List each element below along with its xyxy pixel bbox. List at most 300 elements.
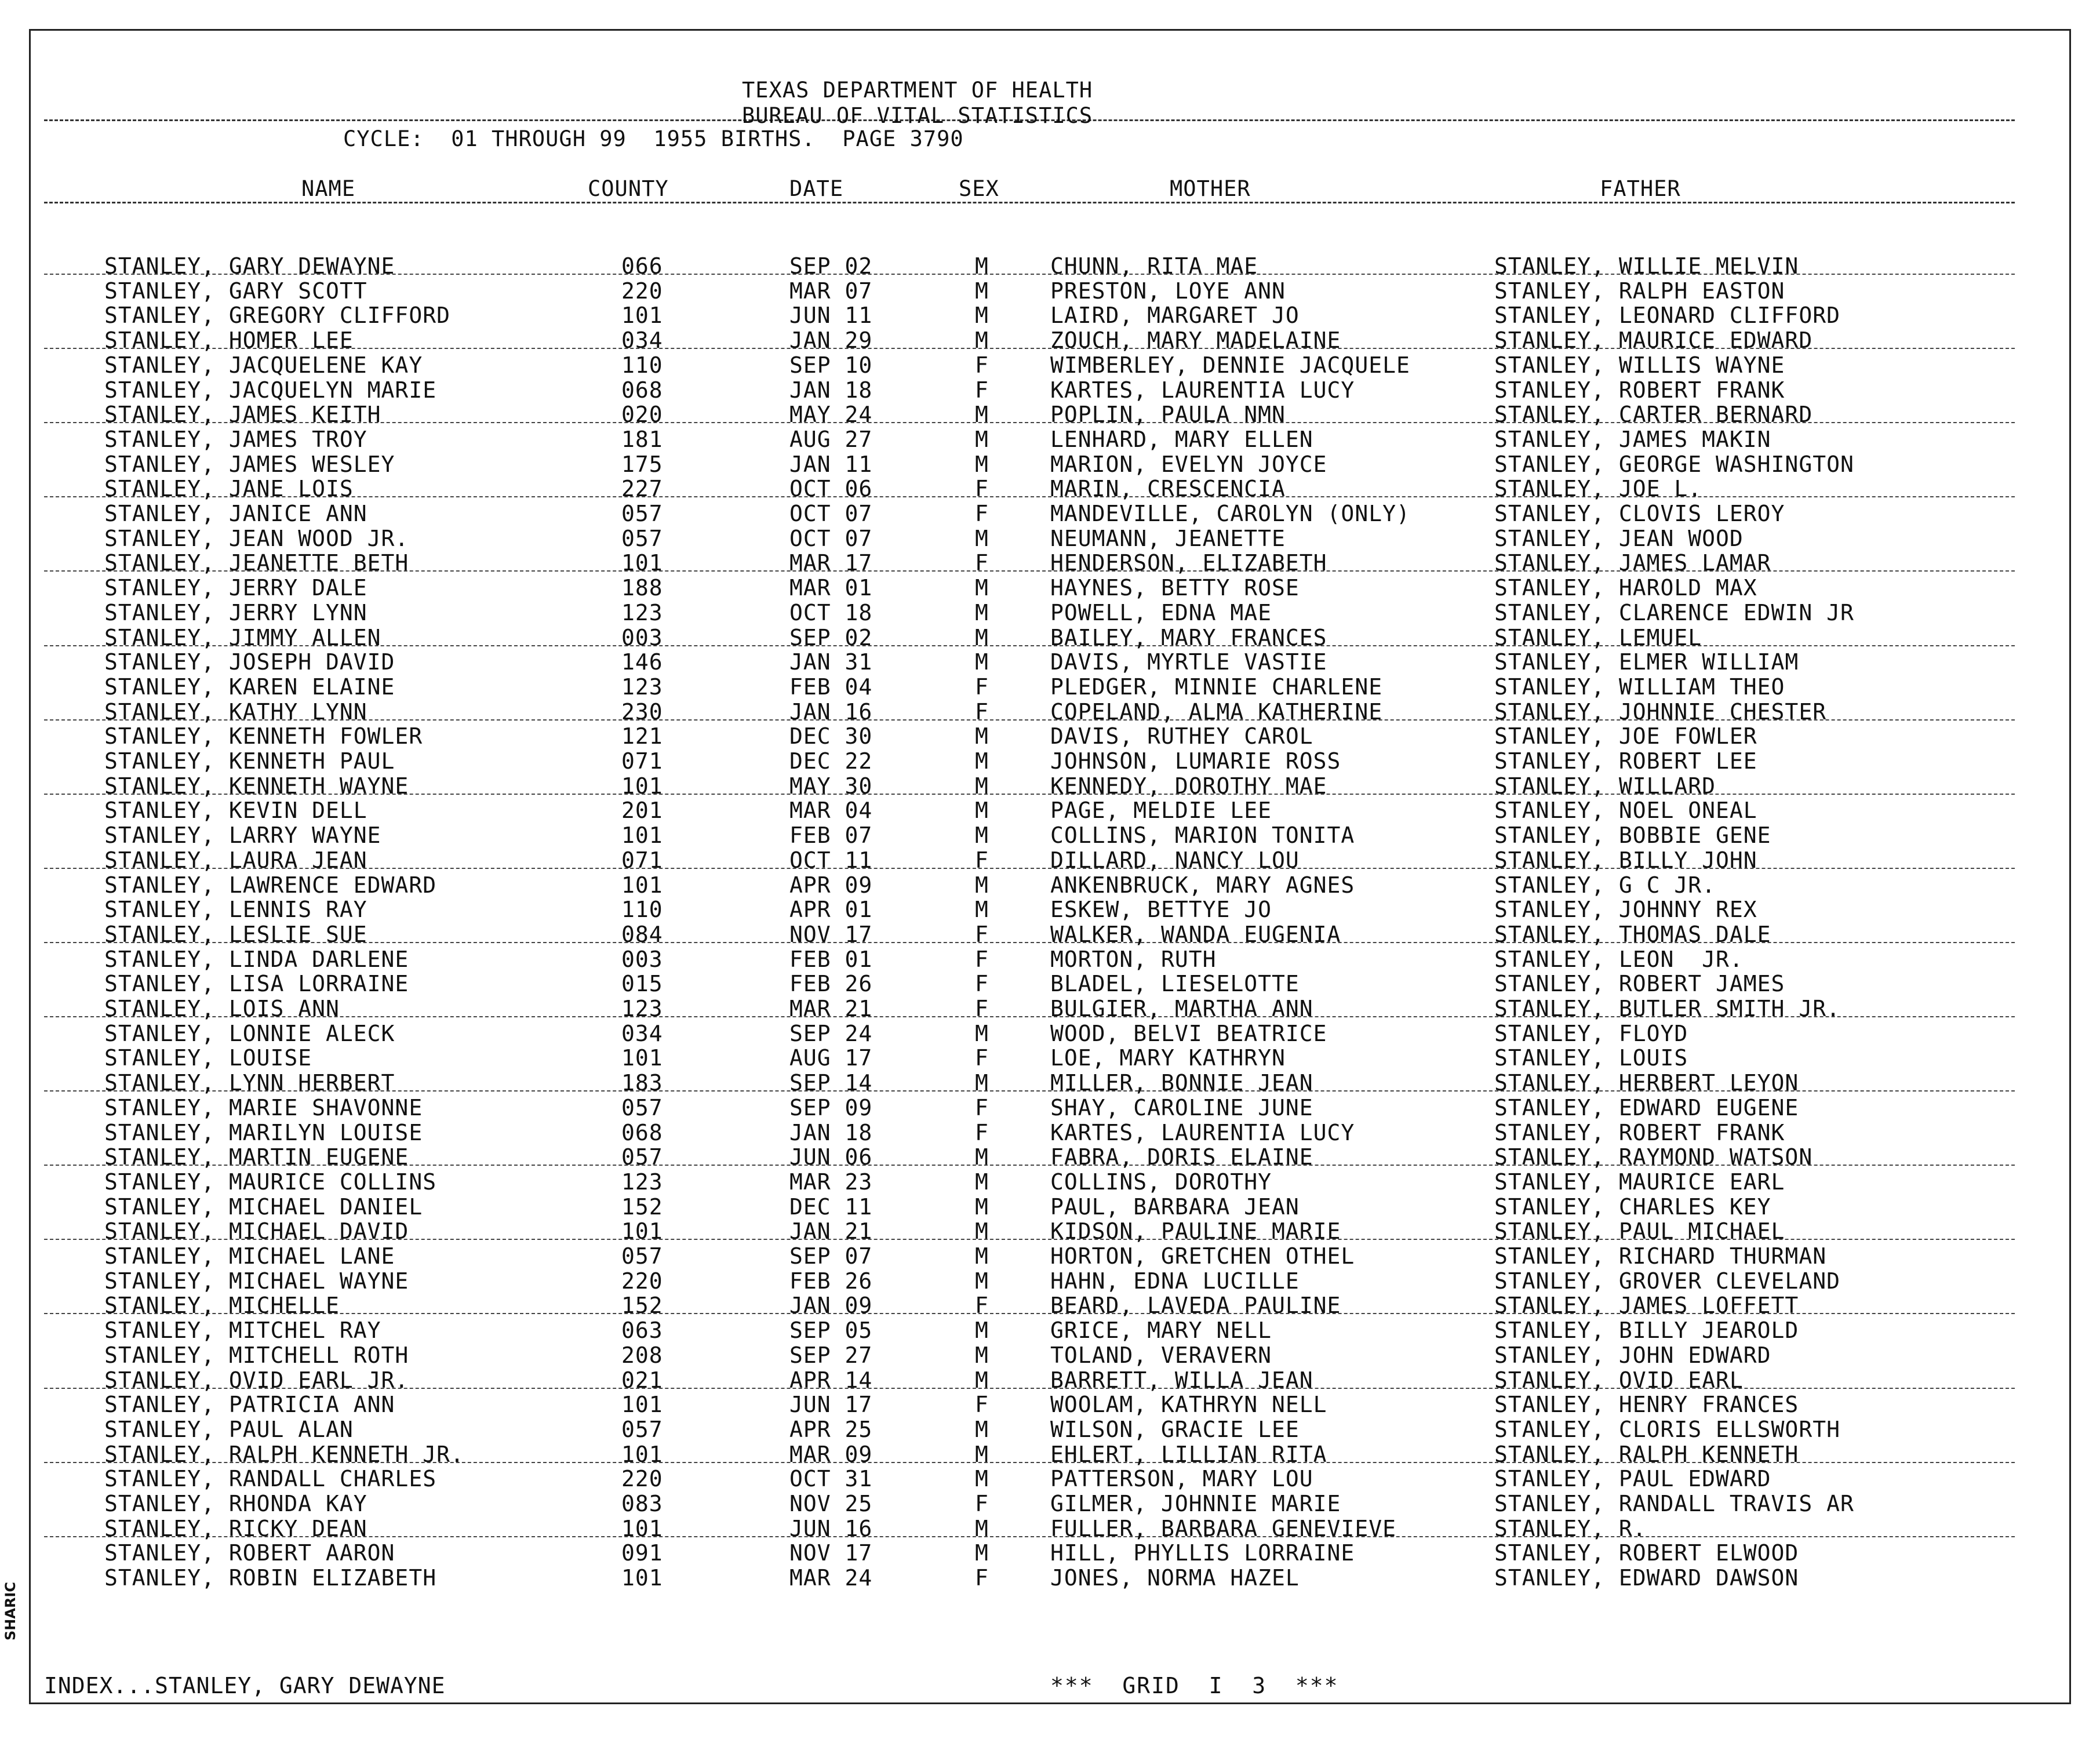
cell-sex: F (975, 674, 989, 700)
cell-mother: HILL, PHYLLIS LORRAINE (1050, 1540, 1355, 1566)
cell-mother: NEUMANN, JEANETTE (1050, 526, 1286, 551)
cell-name: STANLEY, KEVIN DELL (104, 798, 367, 823)
table-row (0, 1293, 2100, 1318)
cell-date: SEP 02 (789, 625, 873, 650)
cell-father: STANLEY, RALPH KENNETH (1494, 1442, 1799, 1467)
cell-county: 188 (621, 575, 663, 601)
cell-sex: F (975, 352, 989, 378)
cell-county: 227 (621, 476, 663, 501)
cell-date: JUN 16 (789, 1516, 873, 1541)
cell-father: STANLEY, EDWARD EUGENE (1494, 1095, 1799, 1120)
cell-date: OCT 07 (789, 526, 873, 551)
table-row (0, 1566, 2100, 1591)
table-row (0, 873, 2100, 898)
cell-county: 084 (621, 922, 663, 947)
cell-county: 146 (621, 649, 663, 675)
cell-county: 034 (621, 1021, 663, 1046)
cell-date: NOV 17 (789, 1540, 873, 1566)
cell-father: STANLEY, WILLIE MELVIN (1494, 253, 1799, 279)
table-row (0, 1096, 2100, 1120)
cell-county: 220 (621, 278, 663, 304)
cell-sex: F (975, 377, 989, 403)
cell-mother: BLADEL, LIESELOTTE (1050, 971, 1300, 996)
cell-name: STANLEY, MICHAEL DAVID (104, 1218, 409, 1244)
cell-name: STANLEY, JAMES TROY (104, 427, 367, 452)
table-row (0, 452, 2100, 477)
cell-name: STANLEY, JAMES WESLEY (104, 452, 395, 477)
footer-grid-label: *** GRID I 3 *** (1050, 1673, 1339, 1698)
cell-sex: F (975, 971, 989, 996)
cell-mother: HAHN, EDNA LUCILLE (1050, 1268, 1300, 1294)
cell-county: 230 (621, 699, 663, 725)
cell-father: STANLEY, WILLIAM THEO (1494, 674, 1785, 700)
cell-father: STANLEY, NOEL ONEAL (1494, 798, 1757, 823)
cell-date: APR 09 (789, 872, 873, 898)
cell-sex: M (975, 1268, 989, 1294)
table-row (0, 303, 2100, 328)
cell-mother: DAVIS, MYRTLE VASTIE (1050, 649, 1327, 675)
cell-sex: M (975, 402, 989, 427)
cell-sex: M (975, 253, 989, 279)
cell-mother: BULGIER, MARTHA ANN (1050, 996, 1313, 1021)
cell-mother: PRESTON, LOYE ANN (1050, 278, 1286, 304)
cell-name: STANLEY, MICHAEL DANIEL (104, 1194, 423, 1220)
cell-county: 003 (621, 947, 663, 972)
cell-sex: M (975, 1243, 989, 1269)
cell-date: MAR 04 (789, 798, 873, 823)
cell-county: 110 (621, 352, 663, 378)
cell-father: STANLEY, BUTLER SMITH JR. (1494, 996, 1840, 1021)
cell-name: STANLEY, LAWRENCE EDWARD (104, 872, 437, 898)
cell-name: STANLEY, MARIE SHAVONNE (104, 1095, 423, 1120)
cell-sex: F (975, 947, 989, 972)
cell-sex: M (975, 773, 989, 799)
cell-mother: KIDSON, PAULINE MARIE (1050, 1218, 1341, 1244)
cell-mother: PATTERSON, MARY LOU (1050, 1466, 1313, 1491)
cell-name: STANLEY, JIMMY ALLEN (104, 625, 381, 650)
table-row (0, 601, 2100, 625)
cell-county: 101 (621, 1516, 663, 1541)
table-row (0, 1467, 2100, 1491)
cell-date: APR 14 (789, 1367, 873, 1393)
cell-father: STANLEY, PAUL MICHAEL (1494, 1218, 1785, 1244)
cell-mother: DILLARD, NANCY LOU (1050, 847, 1300, 873)
cell-name: STANLEY, KENNETH FOWLER (104, 723, 423, 749)
cell-county: 123 (621, 1169, 663, 1195)
cell-name: STANLEY, RANDALL CHARLES (104, 1466, 437, 1491)
table-row (0, 378, 2100, 403)
cell-name: STANLEY, JANICE ANN (104, 501, 367, 526)
cell-mother: MARIN, CRESCENCIA (1050, 476, 1286, 501)
cell-father: STANLEY, CARTER BERNARD (1494, 402, 1813, 427)
cell-county: 057 (621, 1095, 663, 1120)
cell-sex: M (975, 1442, 989, 1467)
cell-name: STANLEY, JEANETTE BETH (104, 550, 409, 576)
cell-county: 101 (621, 823, 663, 848)
cell-sex: M (975, 1021, 989, 1046)
cell-county: 123 (621, 674, 663, 700)
cell-sex: M (975, 1343, 989, 1368)
table-row (0, 724, 2100, 749)
cell-name: STANLEY, HOMER LEE (104, 328, 354, 353)
cell-name: STANLEY, LYNN HERBERT (104, 1070, 395, 1096)
cell-county: 183 (621, 1070, 663, 1096)
column-header-county: COUNTY (588, 176, 669, 201)
cell-father: STANLEY, PAUL EDWARD (1494, 1466, 1771, 1491)
cell-county: 152 (621, 1293, 663, 1318)
cell-county: 110 (621, 897, 663, 922)
cell-date: OCT 11 (789, 847, 873, 873)
cell-date: FEB 04 (789, 674, 873, 700)
cell-name: STANLEY, LENNIS RAY (104, 897, 367, 922)
table-row (0, 774, 2100, 799)
cell-father: STANLEY, FLOYD (1494, 1021, 1688, 1046)
cell-county: 071 (621, 748, 663, 774)
cell-father: STANLEY, ROBERT FRANK (1494, 1120, 1785, 1145)
cell-sex: F (975, 550, 989, 576)
table-row (0, 328, 2100, 353)
table-row (0, 1195, 2100, 1220)
cell-county: 123 (621, 600, 663, 625)
cell-mother: LAIRD, MARGARET JO (1050, 303, 1300, 328)
cell-name: STANLEY, PATRICIA ANN (104, 1392, 395, 1417)
cell-date: AUG 27 (789, 427, 873, 452)
cell-mother: KARTES, LAURENTIA LUCY (1050, 377, 1355, 403)
cell-father: STANLEY, JOHNNIE CHESTER (1494, 699, 1827, 725)
cell-date: JUN 06 (789, 1144, 873, 1170)
cell-date: FEB 26 (789, 1268, 873, 1294)
table-row (0, 526, 2100, 551)
cell-sex: F (975, 476, 989, 501)
cell-name: STANLEY, GREGORY CLIFFORD (104, 303, 450, 328)
cell-name: STANLEY, PAUL ALAN (104, 1417, 354, 1442)
cell-date: DEC 30 (789, 723, 873, 749)
cell-name: STANLEY, GARY SCOTT (104, 278, 367, 304)
cell-county: 034 (621, 328, 663, 353)
cell-date: MAR 21 (789, 996, 873, 1021)
cell-mother: LOE, MARY KATHRYN (1050, 1045, 1286, 1071)
cell-mother: GRICE, MARY NELL (1050, 1318, 1272, 1343)
cell-name: STANLEY, GARY DEWAYNE (104, 253, 395, 279)
cell-date: MAR 24 (789, 1565, 873, 1591)
cell-father: STANLEY, HAROLD MAX (1494, 575, 1757, 601)
cell-mother: HENDERSON, ELIZABETH (1050, 550, 1327, 576)
cell-county: 101 (621, 303, 663, 328)
cell-sex: M (975, 823, 989, 848)
cell-date: MAR 01 (789, 575, 873, 601)
cell-sex: M (975, 1144, 989, 1170)
cell-name: STANLEY, RHONDA KAY (104, 1491, 367, 1516)
cell-sex: F (975, 1293, 989, 1318)
cell-sex: F (975, 996, 989, 1021)
cell-date: MAY 24 (789, 402, 873, 427)
cell-father: STANLEY, GROVER CLEVELAND (1494, 1268, 1840, 1294)
cell-name: STANLEY, RALPH KENNETH JR. (104, 1442, 464, 1467)
cell-sex: F (975, 1095, 989, 1120)
cell-name: STANLEY, MITCHELL ROTH (104, 1343, 409, 1368)
cell-father: STANLEY, BILLY JEAROLD (1494, 1318, 1799, 1343)
cell-mother: POPLIN, PAULA NMN (1050, 402, 1286, 427)
cell-mother: PAGE, MELDIE LEE (1050, 798, 1272, 823)
cell-county: 057 (621, 1417, 663, 1442)
cell-date: MAR 23 (789, 1169, 873, 1195)
cell-name: STANLEY, ROBIN ELIZABETH (104, 1565, 437, 1591)
cell-father: STANLEY, R. (1494, 1516, 1647, 1541)
cell-county: 220 (621, 1466, 663, 1491)
table-row (0, 848, 2100, 873)
cell-name: STANLEY, JOSEPH DAVID (104, 649, 395, 675)
table-row (0, 427, 2100, 452)
table-row (0, 922, 2100, 947)
cell-county: 066 (621, 253, 663, 279)
cell-mother: ANKENBRUCK, MARY AGNES (1050, 872, 1355, 898)
cell-father: STANLEY, MAURICE EARL (1494, 1169, 1785, 1195)
cell-date: FEB 01 (789, 947, 873, 972)
cell-name: STANLEY, JANE LOIS (104, 476, 354, 501)
cell-sex: M (975, 1194, 989, 1220)
cell-county: 220 (621, 1268, 663, 1294)
cell-mother: POWELL, EDNA MAE (1050, 600, 1272, 625)
cell-date: JAN 21 (789, 1218, 873, 1244)
table-row (0, 1417, 2100, 1442)
cell-county: 057 (621, 526, 663, 551)
cell-county: 063 (621, 1318, 663, 1343)
header-department: TEXAS DEPARTMENT OF HEALTH (742, 78, 1093, 103)
cell-father: STANLEY, CLARENCE EDWIN JR (1494, 600, 1854, 625)
cell-sex: M (975, 1540, 989, 1566)
cell-father: STANLEY, LOUIS (1494, 1045, 1688, 1071)
cell-name: STANLEY, KENNETH WAYNE (104, 773, 409, 799)
cell-date: FEB 26 (789, 971, 873, 996)
cell-sex: M (975, 897, 989, 922)
cell-county: 068 (621, 1120, 663, 1145)
cell-sex: M (975, 748, 989, 774)
table-row (0, 1368, 2100, 1393)
cell-father: STANLEY, RAYMOND WATSON (1494, 1144, 1813, 1170)
cell-father: STANLEY, JOHN EDWARD (1494, 1343, 1771, 1368)
column-header-father: FATHER (1600, 176, 1681, 201)
table-row (0, 972, 2100, 996)
cell-county: 068 (621, 377, 663, 403)
cell-county: 057 (621, 501, 663, 526)
cell-name: STANLEY, JACQUELYN MARIE (104, 377, 437, 403)
cell-date: SEP 14 (789, 1070, 873, 1096)
cell-sex: F (975, 1392, 989, 1417)
cell-date: JAN 16 (789, 699, 873, 725)
cell-mother: WOOLAM, KATHRYN NELL (1050, 1392, 1327, 1417)
cell-mother: COPELAND, ALMA KATHERINE (1050, 699, 1383, 725)
cell-mother: WALKER, WANDA EUGENIA (1050, 922, 1341, 947)
cell-date: NOV 25 (789, 1491, 873, 1516)
cell-father: STANLEY, HERBERT LEYON (1494, 1070, 1799, 1096)
cell-county: 057 (621, 1144, 663, 1170)
cell-sex: M (975, 1318, 989, 1343)
cell-date: NOV 17 (789, 922, 873, 947)
cell-father: STANLEY, JOE L. (1494, 476, 1702, 501)
cell-date: DEC 22 (789, 748, 873, 774)
cell-county: 101 (621, 1218, 663, 1244)
cell-county: 021 (621, 1367, 663, 1393)
cell-father: STANLEY, CHARLES KEY (1494, 1194, 1771, 1220)
table-row (0, 1046, 2100, 1071)
cell-name: STANLEY, LOIS ANN (104, 996, 340, 1021)
cell-mother: COLLINS, DOROTHY (1050, 1169, 1272, 1195)
cell-date: JAN 18 (789, 1120, 873, 1145)
cell-sex: M (975, 625, 989, 650)
table-row (0, 1219, 2100, 1244)
cell-father: STANLEY, LEON JR. (1494, 947, 1744, 972)
cell-name: STANLEY, RICKY DEAN (104, 1516, 367, 1541)
cell-name: STANLEY, MITCHEL RAY (104, 1318, 381, 1343)
cell-father: STANLEY, LEMUEL (1494, 625, 1702, 650)
cell-sex: F (975, 501, 989, 526)
cell-date: JAN 09 (789, 1293, 873, 1318)
cell-date: AUG 17 (789, 1045, 873, 1071)
cell-mother: GILMER, JOHNNIE MARIE (1050, 1491, 1341, 1516)
table-row (0, 1145, 2100, 1170)
cell-sex: F (975, 847, 989, 873)
table-row (0, 1343, 2100, 1368)
table-row (0, 996, 2100, 1021)
cell-father: STANLEY, JAMES MAKIN (1494, 427, 1771, 452)
cell-date: MAY 30 (789, 773, 873, 799)
cell-name: STANLEY, JACQUELENE KAY (104, 352, 423, 378)
cell-date: SEP 27 (789, 1343, 873, 1368)
cell-county: 015 (621, 971, 663, 996)
cell-mother: ZOUCH, MARY MADELAINE (1050, 328, 1341, 353)
cell-father: STANLEY, RANDALL TRAVIS AR (1494, 1491, 1854, 1516)
cell-sex: M (975, 1516, 989, 1541)
cell-sex: F (975, 1491, 989, 1516)
cell-name: STANLEY, MARTIN EUGENE (104, 1144, 409, 1170)
column-header-mother: MOTHER (1170, 176, 1251, 201)
table-row (0, 501, 2100, 526)
cell-sex: M (975, 1367, 989, 1393)
cell-father: STANLEY, GEORGE WASHINGTON (1494, 452, 1854, 477)
cell-sex: F (975, 1120, 989, 1145)
table-row (0, 798, 2100, 823)
table-row (0, 749, 2100, 774)
cell-mother: FABRA, DORIS ELAINE (1050, 1144, 1313, 1170)
side-mark: SHARIC (2, 1582, 19, 1640)
cell-county: 101 (621, 872, 663, 898)
cell-county: 121 (621, 723, 663, 749)
cell-name: STANLEY, LINDA DARLENE (104, 947, 409, 972)
cell-mother: HORTON, GRETCHEN OTHEL (1050, 1243, 1355, 1269)
cell-father: STANLEY, ROBERT ELWOOD (1494, 1540, 1799, 1566)
cell-sex: M (975, 303, 989, 328)
table-row (0, 650, 2100, 675)
cell-date: JAN 18 (789, 377, 873, 403)
cell-name: STANLEY, JERRY DALE (104, 575, 367, 601)
cell-mother: TOLAND, VERAVERN (1050, 1343, 1272, 1368)
table-row (0, 1516, 2100, 1541)
cell-mother: MANDEVILLE, CAROLYN (ONLY) (1050, 501, 1410, 526)
cell-sex: M (975, 723, 989, 749)
cell-sex: M (975, 452, 989, 477)
cell-date: OCT 18 (789, 600, 873, 625)
cell-mother: KARTES, LAURENTIA LUCY (1050, 1120, 1355, 1145)
cell-father: STANLEY, EDWARD DAWSON (1494, 1565, 1799, 1591)
cell-father: STANLEY, JAMES LAMAR (1494, 550, 1771, 576)
table-row (0, 476, 2100, 501)
cell-date: SEP 10 (789, 352, 873, 378)
cell-county: 201 (621, 798, 663, 823)
cell-sex: F (975, 699, 989, 725)
cell-father: STANLEY, JEAN WOOD (1494, 526, 1744, 551)
table-row (0, 576, 2100, 601)
cell-mother: KENNEDY, DOROTHY MAE (1050, 773, 1327, 799)
cell-mother: MARION, EVELYN JOYCE (1050, 452, 1327, 477)
cell-county: 152 (621, 1194, 663, 1220)
cell-date: JUN 17 (789, 1392, 873, 1417)
cell-date: OCT 07 (789, 501, 873, 526)
cell-father: STANLEY, WILLIS WAYNE (1494, 352, 1785, 378)
cell-mother: SHAY, CAROLINE JUNE (1050, 1095, 1313, 1120)
cell-county: 101 (621, 1565, 663, 1591)
cell-date: DEC 11 (789, 1194, 873, 1220)
table-row (0, 1120, 2100, 1145)
cell-date: JAN 31 (789, 649, 873, 675)
cell-county: 101 (621, 1045, 663, 1071)
table-row (0, 1442, 2100, 1467)
cell-date: OCT 31 (789, 1466, 873, 1491)
cell-father: STANLEY, CLORIS ELLSWORTH (1494, 1417, 1840, 1442)
column-header-name: NAME (301, 176, 356, 201)
cell-date: JAN 29 (789, 328, 873, 353)
cell-father: STANLEY, CLOVIS LEROY (1494, 501, 1785, 526)
cell-mother: JOHNSON, LUMARIE ROSS (1050, 748, 1341, 774)
cell-county: 071 (621, 847, 663, 873)
cell-county: 101 (621, 773, 663, 799)
cell-name: STANLEY, MAURICE COLLINS (104, 1169, 437, 1195)
cell-name: STANLEY, MARILYN LOUISE (104, 1120, 423, 1145)
cell-sex: M (975, 278, 989, 304)
cell-father: STANLEY, HENRY FRANCES (1494, 1392, 1799, 1417)
cell-county: 101 (621, 550, 663, 576)
cell-date: MAR 09 (789, 1442, 873, 1467)
table-row (0, 700, 2100, 725)
cell-sex: M (975, 798, 989, 823)
table-row (0, 675, 2100, 700)
cell-sex: M (975, 1417, 989, 1442)
cell-mother: FULLER, BARBARA GENEVIEVE (1050, 1516, 1396, 1541)
cell-mother: ESKEW, BETTYE JO (1050, 897, 1272, 922)
cell-mother: WIMBERLEY, DENNIE JACQUELE (1050, 352, 1410, 378)
cell-mother: JONES, NORMA HAZEL (1050, 1565, 1300, 1591)
cell-county: 208 (621, 1343, 663, 1368)
cell-name: STANLEY, LAURA JEAN (104, 847, 367, 873)
cell-name: STANLEY, LOUISE (104, 1045, 312, 1071)
cell-name: STANLEY, MICHELLE (104, 1293, 340, 1318)
cell-father: STANLEY, LEONARD CLIFFORD (1494, 303, 1840, 328)
cell-date: OCT 06 (789, 476, 873, 501)
cell-date: SEP 02 (789, 253, 873, 279)
cell-county: 101 (621, 1392, 663, 1417)
cell-county: 123 (621, 996, 663, 1021)
cell-father: STANLEY, ELMER WILLIAM (1494, 649, 1799, 675)
footer-index: INDEX...STANLEY, GARY DEWAYNE (44, 1673, 446, 1698)
cell-father: STANLEY, JAMES LOFFETT (1494, 1293, 1799, 1318)
cell-name: STANLEY, KAREN ELAINE (104, 674, 395, 700)
cell-name: STANLEY, LISA LORRAINE (104, 971, 409, 996)
table-row (0, 1269, 2100, 1294)
cell-county: 175 (621, 452, 663, 477)
cell-sex: F (975, 922, 989, 947)
cell-sex: M (975, 649, 989, 675)
cell-father: STANLEY, JOE FOWLER (1494, 723, 1757, 749)
table-row (0, 897, 2100, 922)
